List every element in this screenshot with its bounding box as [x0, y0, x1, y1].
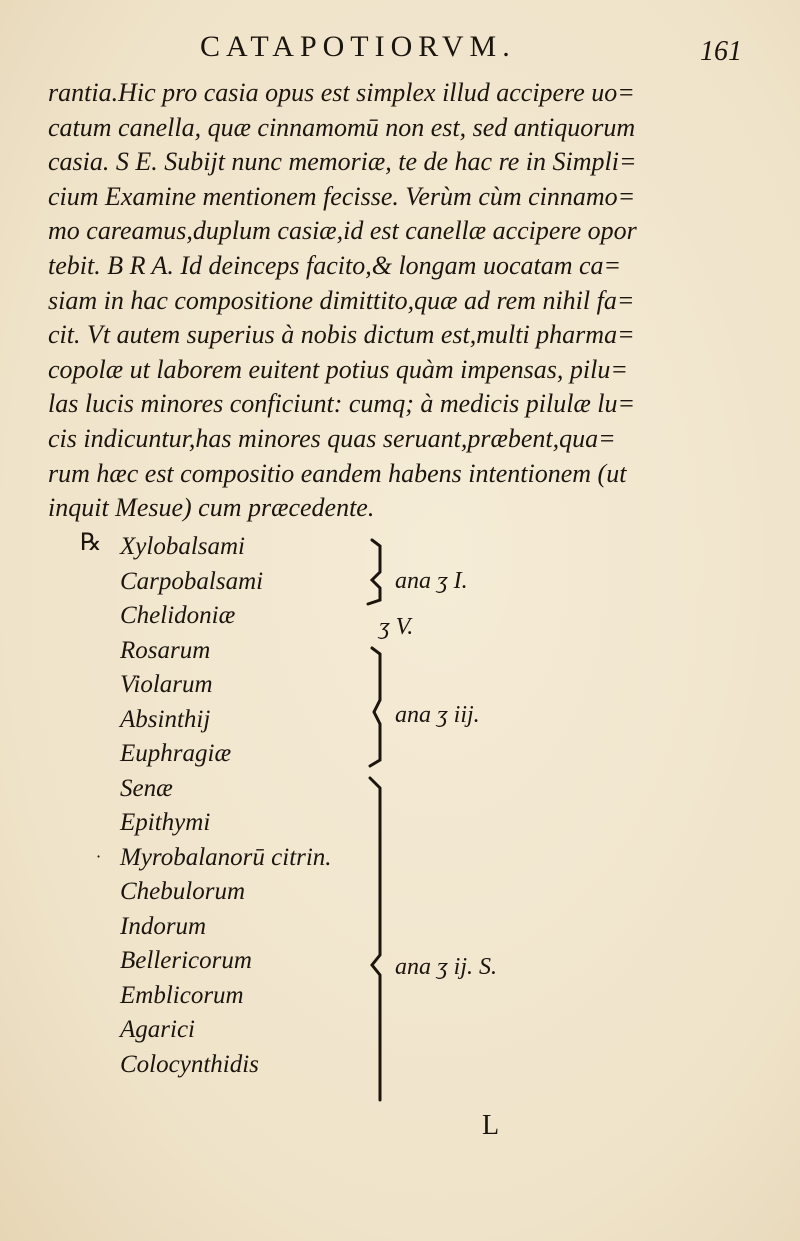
amount-single: ʒ V. — [379, 614, 414, 640]
ingredient-item: Absinthij — [120, 705, 211, 733]
ingredient-item: Indorum — [120, 912, 207, 940]
text-line: cium Examine mentionem fecisse. Verùm cùm cinnamo= — [48, 181, 636, 211]
text-line: rum hæc est compositio eandem habens intentionem (ut — [48, 458, 627, 488]
page-number: 161 — [700, 36, 742, 67]
text-line: catum canella, quæ cinnamomū non est, sed antiquorum — [48, 112, 636, 142]
ingredient-item: Chelidoniæ — [120, 602, 236, 629]
ingredient-item: Euphragiæ — [120, 740, 232, 767]
text-line: copolæ ut laborem euitent potius quàm impensas, pilu= — [48, 354, 628, 384]
running-head: CATAPOTIORVM. — [200, 30, 516, 63]
ingredient-item: Epithymi — [120, 809, 211, 836]
ingredient-item: Xylobalsami — [120, 533, 245, 560]
brace-group1 — [368, 540, 380, 604]
amount-group3: ana ʒ ij. S. — [395, 954, 497, 980]
ingredient-item: Senæ — [120, 774, 173, 802]
recipe-symbol: ℞ — [80, 530, 102, 556]
text-line: casia. S E. Subijt nunc memoriæ, te de hac re in Simpli= — [48, 147, 637, 177]
ingredient-item: Emblicorum — [120, 981, 244, 1009]
ingredient-item: Myrobalanorū citrin. — [120, 843, 332, 871]
ingredient-item: Chebulorum — [120, 878, 245, 905]
brace-group3 — [370, 778, 380, 1100]
ingredient-item: Rosarum — [120, 636, 211, 664]
margin-dot: · — [96, 847, 102, 866]
signature-mark: L — [482, 1110, 500, 1141]
text-line: cit. Vt autem superius à nobis dictum est,multi pharma= — [48, 320, 635, 350]
text-line: cis indicuntur,has minores quas seruant,præbent,qua= — [48, 423, 616, 453]
text-line: mo careamus,duplum casiæ,id est canellæ accipere opor — [48, 216, 637, 246]
text-line: tebit. B R A. Id deinceps facito,& longam uocatam ca= — [48, 250, 622, 280]
ingredient-item: Carpobalsami — [120, 567, 264, 595]
text-line: las lucis minores conficiunt: cumq; à medicis pilulæ lu= — [48, 389, 636, 419]
ingredient-item: Colocynthidis — [120, 1050, 259, 1078]
amount-group1: ana ʒ I. — [395, 568, 468, 594]
text-line: rantia.Hic pro casia opus est simplex illud accipere uo= — [48, 78, 635, 107]
ingredient-item: Bellericorum — [120, 947, 252, 974]
amount-group2: ana ʒ iij. — [395, 702, 480, 728]
text-line: siam in hac compositione dimittito,quæ ad rem nihil fa= — [48, 285, 635, 315]
brace-group2 — [370, 648, 380, 766]
ingredient-item: Agarici — [120, 1016, 195, 1043]
ingredient-item: Violarum — [120, 671, 213, 698]
text-line: inquit Mesue) cum præcedente. — [48, 493, 375, 523]
